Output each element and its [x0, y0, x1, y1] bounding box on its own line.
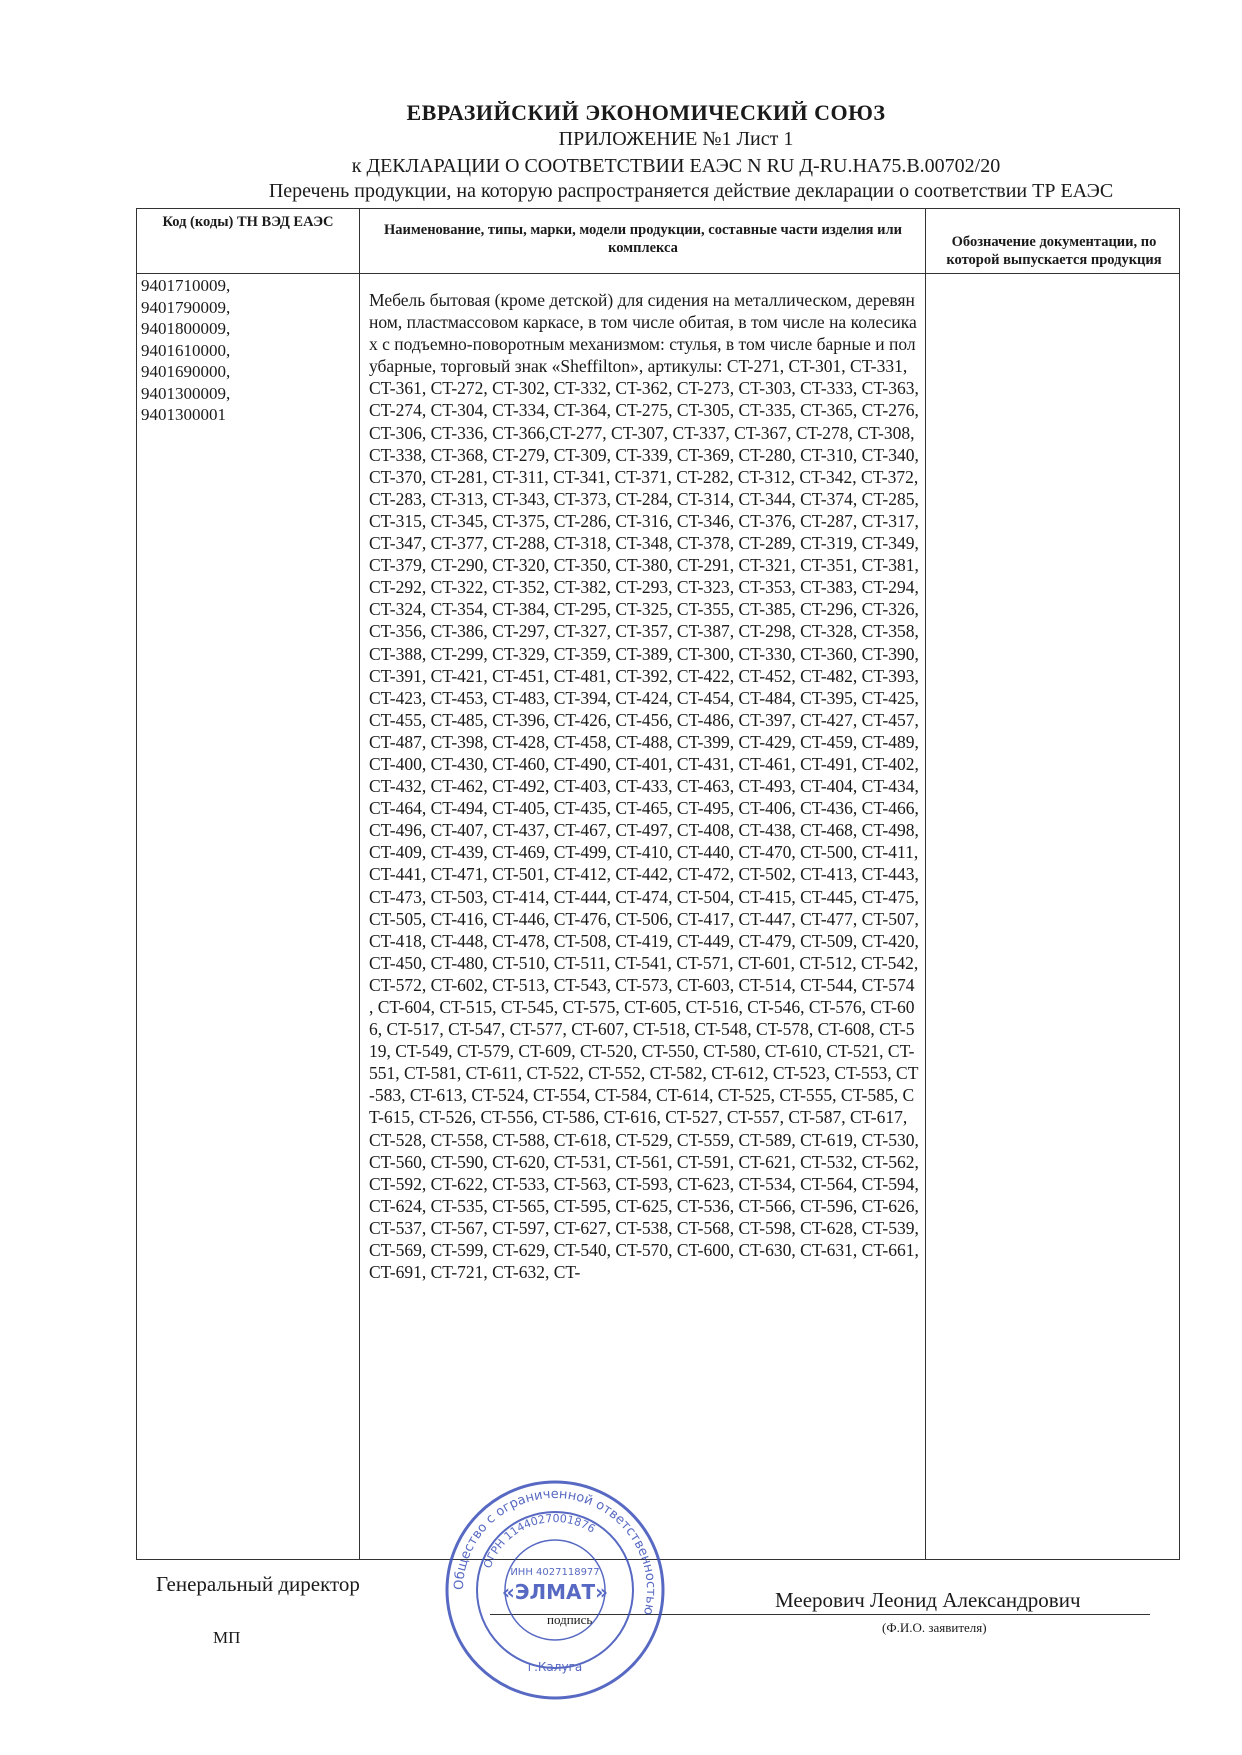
union-title: ЕВРАЗИЙСКИЙ ЭКОНОМИЧЕСКИЙ СОЮЗ [406, 100, 886, 125]
product-list-title: Перечень продукции, на которую распространяется действие декларации о соответствии ТР ЕАЭС [268, 180, 1114, 202]
header-codes: Код (коды) ТН ВЭД ЕАЭС [162, 214, 334, 230]
product-description: Мебель бытовая (кроме детской) для сидения на металлическом, деревянном, пластмассовом каркасе, в том числе обитая, в том числе на колесиках с подъемно-поворотным механизмом: стулья, в том числе барные и полубарные, торговый знак «Sheffilton», артикулы: CT-271, CT-301, CT-331, CT-361, CT-272, CT-302, CT-332, CT-362, CT-273, CT-303, CT-333, CT-363, CT-274, CT-304, CT-334, CT-364, CT-275, CT-305, CT-335, CT-365, CT-276, CT-306, CT-336, CT-366,CT-277, CT-307, CT-337, CT-367, CT-278, CT-308, CT-338, CT-368, CT-279, CT-309, CT-339, CT-369, CT-280, CT-310, CT-340, CT-370, CT-281, CT-311, CT-341, CT-371, CT-282, CT-312, CT-342, CT-372, CT-283, CT-313, CT-343, CT-373, CT-284, CT-314, CT-344, CT-374, CT-285, CT-315, CT-345, CT-375, CT-286, CT-316, CT-346, CT-376, CT-287, CT-317, CT-347, CT-377, CT-288, CT-318, CT-348, CT-378, CT-289, CT-319, CT-349, CT-379, CT-290, CT-320, CT-350, CT-380, CT-291, CT-321, CT-351, CT-381, CT-292, CT-322, CT-352, CT-382, CT-293, CT-323, CT-353, CT-383, CT-294, CT-324, CT-354, CT-384, CT-295, CT-325, CT-355, CT-385, CT-296, CT-326, CT-356, CT-386, CT-297, CT-327, CT-357, CT-387, CT-298, CT-328, CT-358, CT-388, CT-299, CT-329, CT-359, CT-389, CT-300, CT-330, CT-360, CT-390, CT-391, CT-421, CT-451, CT-481, CT-392, CT-422, CT-452, CT-482, CT-393, CT-423, CT-453, CT-483, CT-394, CT-424, CT-454, CT-484, CT-395, CT-425, CT-455, CT-485, CT-396, CT-426, CT-456, CT-486, CT-397, CT-427, CT-457, CT-487, CT-398, CT-428, CT-458, CT-488, CT-399, CT-429, CT-459, CT-489, CT-400, CT-430, CT-460, CT-490, CT-401, CT-431, CT-461, CT-491, CT-402, CT-432, CT-462, CT-492, CT-403, CT-433, CT-463, CT-493, CT-404, CT-434, CT-464, CT-494, CT-405, CT-435, CT-465, CT-495, CT-406, CT-436, CT-466, CT-496, CT-407, CT-437, CT-467, CT-497, CT-408, CT-438, CT-468, CT-498, CT-409, CT-439, CT-469, CT-499, CT-410, CT-440, CT-470, CT-500, CT-411, CT-441, CT-471, CT-501, CT-412, CT-442, CT-472, CT-502, CT-413, CT-443, CT-473, CT-503, CT-414, CT-444, CT-474, CT-504, CT-415, CT-445, CT-475, CT-505, CT-416, CT-446, CT-476, CT-506, CT-417, CT-447, CT-477, CT-507, CT-418, CT-448, CT-478, CT-508, CT-419, CT-449, CT-479, CT-509, CT-420, CT-450, CT-480, CT-510, CT-511, CT-541, CT-571, CT-601, CT-512, CT-542, CT-572, CT-602, CT-513, CT-543, CT-573, CT-603, CT-514, CT-544, CT-574 , CT-604, CT-515, CT-545, CT-575, CT-605, CT-516, CT-546, CT-576, CT-606, CT-517, CT-547, CT-577, CT-607, CT-518, CT-548, CT-578, CT-608, CT-519, CT-549, CT-579, CT-609, CT-520, CT-550, CT-580, CT-610, CT-521, CT-551, CT-581, CT-611, CT-522, CT-552, CT-582, CT-612, CT-523, CT-553, CT-583, CT-613, CT-524, CT-554, CT-584, CT-614, CT-525, CT-555, CT-585, CT-615, CT-526, CT-556, CT-586, CT-616, CT-527, CT-557, CT-587, CT-617, CT-528, CT-558, CT-588, CT-618, CT-529, CT-559, CT-589, CT-619, CT-530, CT-560, CT-590, CT-620, CT-531, CT-561, CT-591, CT-621, CT-532, CT-562, CT-592, CT-622, CT-533, CT-563, CT-593, CT-623, CT-534, CT-564, CT-594, CT-624, CT-535, CT-565, CT-595, CT-625, CT-536, CT-566, CT-596, CT-626, CT-537, CT-567, CT-597, CT-627, CT-538, CT-568, CT-598, CT-628, CT-539, CT-569, CT-599, CT-629, CT-540, CT-570, CT-600, CT-630, CT-631, CT-661, CT-691, CT-721, CT-632, CT- [369, 290, 919, 1283]
stamp-inn: ИНН 4027118977 [510, 1567, 600, 1578]
stamp-city: г.Калуга [527, 1660, 583, 1674]
signature-caption: подпись [547, 1612, 593, 1627]
column-divider [925, 209, 926, 1559]
code-item: 9401790009, [141, 297, 231, 317]
code-item: 9401300009, [141, 383, 231, 403]
seal-place-label: МП [213, 1628, 241, 1647]
code-item: 9401610000, [141, 340, 231, 360]
header-divider [137, 273, 1179, 274]
signer-position: Генеральный директор [156, 1572, 360, 1596]
company-stamp [440, 1475, 670, 1705]
appendix-title: ПРИЛОЖЕНИЕ №1 Лист 1 [558, 128, 794, 150]
stamp-company: «ЭЛМАТ» [501, 1580, 609, 1604]
codes-cell [141, 275, 355, 426]
fio-caption: (Ф.И.О. заявителя) [882, 1620, 987, 1635]
header-documentation: Обозначение документации, по которой выпускается продукция [946, 234, 1162, 268]
signer-name: Меерович Леонид Александрович [775, 1588, 1081, 1612]
code-item: 9401800009, [141, 319, 231, 338]
product-table [136, 208, 1180, 1560]
header-product-name: Наименование, типы, марки, модели продукции, составные части изделия или комплекса [384, 222, 902, 256]
stamp-ring-text: Общество с ограниченной ответственностью [451, 1486, 659, 1617]
code-item: 9401690000, [141, 362, 231, 381]
code-item: 9401710009, [141, 276, 231, 295]
declaration-title: к ДЕКЛАРАЦИИ О СООТВЕТСТВИИ ЕАЭС N RU Д-RU.HA75.B.00702/20 [351, 155, 1001, 177]
stamp-ogrn-text: ОГРН 1144027001876 [480, 1511, 598, 1571]
column-divider [359, 209, 360, 1559]
code-item: 9401300001 [141, 405, 226, 424]
